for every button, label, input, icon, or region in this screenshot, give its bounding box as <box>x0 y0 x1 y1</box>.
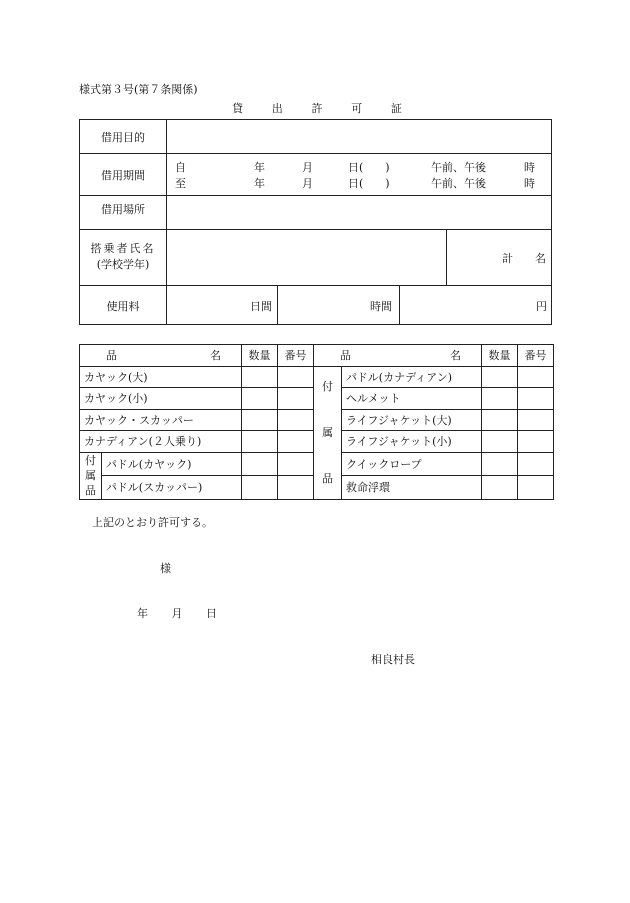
place-label: 借用場所 <box>101 203 145 216</box>
quantity-cell <box>242 431 278 453</box>
item-cell: 救命浮環 <box>342 476 482 500</box>
fee-label: 使用料 <box>106 300 140 313</box>
header-item-name: 品 名 <box>314 345 482 367</box>
item-cell: ライフジャケット(小) <box>342 431 482 453</box>
period-day-unit: 日( ) <box>348 161 390 174</box>
issuer-name: 相良村長 <box>371 653 415 666</box>
item-cell: カヤック・スカッパー <box>80 409 242 431</box>
row-divider <box>80 229 551 230</box>
total-label: 計 <box>502 252 513 265</box>
header-number: 番号 <box>278 345 314 367</box>
count-unit: 名 <box>535 252 546 265</box>
number-cell <box>278 476 314 500</box>
quantity-cell <box>242 476 278 500</box>
number-cell <box>518 452 554 476</box>
row-divider <box>80 153 551 154</box>
row-divider <box>80 195 551 196</box>
period-day-unit: 日( ) <box>348 177 390 190</box>
equipment-table <box>79 344 554 500</box>
quantity-cell <box>482 366 518 388</box>
quantity-cell <box>482 452 518 476</box>
column-divider <box>399 285 400 324</box>
table-row <box>80 366 554 388</box>
number-cell <box>278 452 314 476</box>
hours-unit: 時間 <box>370 300 392 313</box>
item-cell: パドル(カナディアン) <box>342 366 482 388</box>
period-month-unit: 月 <box>302 161 313 174</box>
quantity-cell <box>482 431 518 453</box>
title-char: 可 <box>351 102 363 115</box>
item-cell: カヤック(小) <box>80 388 242 410</box>
quantity-cell <box>242 366 278 388</box>
number-cell <box>518 366 554 388</box>
period-from-prefix: 自 <box>175 161 186 174</box>
header-number: 番号 <box>518 345 554 367</box>
yen-unit: 円 <box>536 300 547 313</box>
header-quantity: 数量 <box>242 345 278 367</box>
number-cell <box>278 388 314 410</box>
number-cell <box>278 366 314 388</box>
period-to-prefix: 至 <box>175 177 186 190</box>
issue-date <box>137 605 217 621</box>
period-label: 借用期間 <box>101 169 145 182</box>
form-number-label: 様式第３号(第７条関係) <box>79 83 198 96</box>
item-cell: ライフジャケット(大) <box>342 409 482 431</box>
date-month-unit: 月 <box>171 607 183 620</box>
period-hour-unit: 時 <box>524 177 535 190</box>
item-cell: パドル(スカッパー) <box>102 476 242 500</box>
period-month-unit: 月 <box>302 177 313 190</box>
title-char: 出 <box>271 102 283 115</box>
number-cell <box>278 431 314 453</box>
header-item-name: 品 名 <box>80 345 242 367</box>
permit-form-table <box>79 119 552 325</box>
number-cell <box>278 409 314 431</box>
quantity-cell <box>482 388 518 410</box>
header-quantity: 数量 <box>482 345 518 367</box>
table-header-row <box>80 345 554 367</box>
column-divider <box>446 229 447 285</box>
period-hour-unit: 時 <box>524 161 535 174</box>
recipient-honorific: 様 <box>160 562 171 575</box>
number-cell <box>518 431 554 453</box>
period-year-unit: 年 <box>254 161 265 174</box>
period-ampm: 午前、午後 <box>431 161 486 174</box>
quantity-cell <box>242 388 278 410</box>
item-cell: カヤック(大) <box>80 366 242 388</box>
title-char: 証 <box>391 102 402 115</box>
left-accessory-group-label: 付 属 品 <box>80 452 102 499</box>
date-year-unit: 年 <box>137 607 148 620</box>
approval-statement: 上記のとおり許可する。 <box>92 516 213 529</box>
item-cell: クイックロープ <box>342 452 482 476</box>
purpose-label: 借用目的 <box>101 131 145 144</box>
item-cell: カナディアン(２人乗り) <box>80 431 242 453</box>
quantity-cell <box>242 452 278 476</box>
quantity-cell <box>242 409 278 431</box>
column-divider <box>166 120 167 324</box>
passenger-sublabel: (学校学年) <box>96 258 150 271</box>
accessory-group-label: 付 属 品 <box>314 366 342 499</box>
period-ampm: 午前、午後 <box>431 177 486 190</box>
item-cell: パドル(カヤック) <box>102 452 242 476</box>
number-cell <box>518 409 554 431</box>
quantity-cell <box>482 476 518 500</box>
column-divider <box>277 285 278 324</box>
date-day-unit: 日 <box>206 607 217 620</box>
item-cell: ヘルメット <box>342 388 482 410</box>
number-cell <box>518 388 554 410</box>
title-char: 貸 <box>232 102 243 115</box>
passenger-label: 搭乗者氏名 <box>90 242 156 255</box>
title-char: 許 <box>311 102 323 115</box>
quantity-cell <box>482 409 518 431</box>
number-cell <box>518 476 554 500</box>
row-divider <box>80 285 551 286</box>
days-unit: 日間 <box>250 300 272 313</box>
period-year-unit: 年 <box>254 177 265 190</box>
document-title <box>232 100 402 116</box>
